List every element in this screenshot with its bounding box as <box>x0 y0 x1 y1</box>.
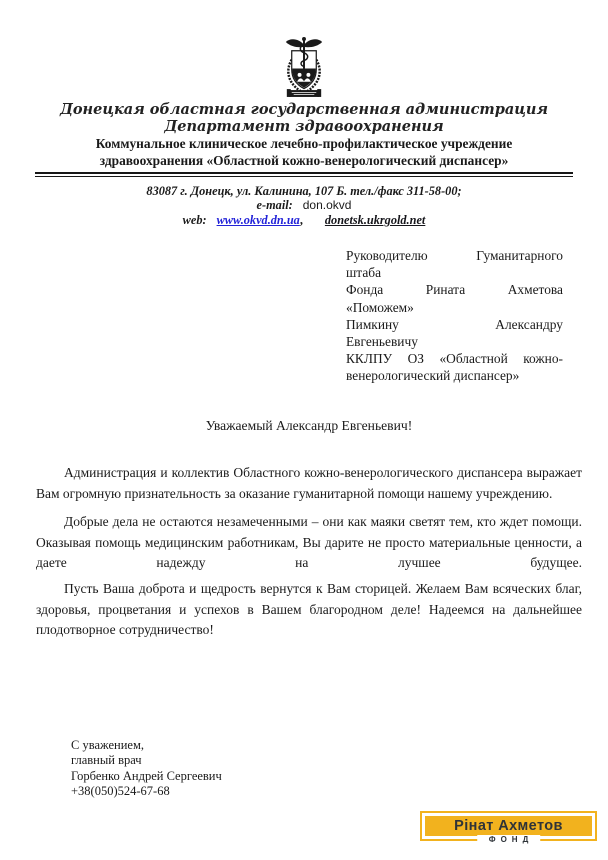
letter-body <box>36 463 582 649</box>
email-line <box>0 198 608 213</box>
body-paragraph-2: Добрые дела не остаются незамеченными – они как маяки светят тем, кто ждет помощи. Оказывая помощь медицинским работникам, Вы дарите не просто материальные ценности, а даете надежду на лучшее будущее. <box>36 514 582 571</box>
medical-coat-of-arms-icon <box>277 34 331 100</box>
recipient-line: Руководителю Гуманитарного <box>346 248 563 263</box>
foundation-name: Рінат Ахметов <box>454 818 563 834</box>
recipient-line: Фонда Рината Ахметова <box>346 282 563 298</box>
recipient-line: «Поможем» <box>346 299 414 315</box>
website-link-ukrgold[interactable]: donetsk.ukrgold.net <box>324 213 426 227</box>
web-line <box>0 213 608 228</box>
rinat-akhmetov-foundation-logo <box>420 811 597 844</box>
letterhead <box>0 0 608 228</box>
email-label: e-mail: <box>256 198 293 212</box>
body-paragraph-3: Пусть Ваша доброта и щедрость вернутся к Вам сторицей. Желаем Вам всяческих благ, здоровья, процветания и успехов в Вашем благородном деле! Надеемся на дальнейшее плодотворное сотрудничество! <box>36 580 582 638</box>
recipient-line: штаба <box>346 265 382 281</box>
signature-name: Горбенко Андрей Сергеевич <box>71 768 222 783</box>
signature-block <box>71 738 222 799</box>
website-link-okvd[interactable]: www.okvd.dn.ua <box>216 213 300 227</box>
address-line: 83087 г. Донецк, ул. Калинина, 107 Б. тел./факс 311-58-00; <box>146 184 462 198</box>
foundation-label: ФОНД <box>477 835 541 845</box>
administration-name: Донецкая областная государственная администрация <box>59 101 549 118</box>
web-separator: , <box>299 213 303 227</box>
foundation-logo-plate <box>425 816 592 836</box>
signature-phone: +38(050)524-67-68 <box>71 783 170 798</box>
recipient-block <box>346 247 563 385</box>
department-name: Департамент здравоохранения <box>164 118 444 135</box>
organization-name-line2: здравоохранения «Областной кожно-венерологический диспансер» <box>99 152 509 168</box>
recipient-line: Пимкину Александру <box>346 316 563 332</box>
organization-name-line1: Коммунальное клиническое лечебно-профилактическое учреждение <box>95 136 513 151</box>
body-paragraph-1: Администрация и коллектив Областного кожно-венерологического диспансера выражает Вам огромную признательность за оказание гуманитарной помощи нашему учреждению. <box>36 465 582 501</box>
email-value: don.okvd <box>302 198 352 212</box>
recipient-line: Евгеньевичу <box>346 334 418 350</box>
recipient-line: венерологический диспансер» <box>346 368 520 384</box>
signature-title: главный врач <box>71 753 142 768</box>
recipient-line: ККЛПУ ОЗ «Областной кожно- <box>346 351 563 367</box>
web-label: web: <box>182 213 207 227</box>
signature-closing: С уважением, <box>71 738 144 752</box>
letterhead-divider <box>35 172 573 177</box>
salutation: Уважаемый Александр Евгеньевич! <box>205 418 413 433</box>
